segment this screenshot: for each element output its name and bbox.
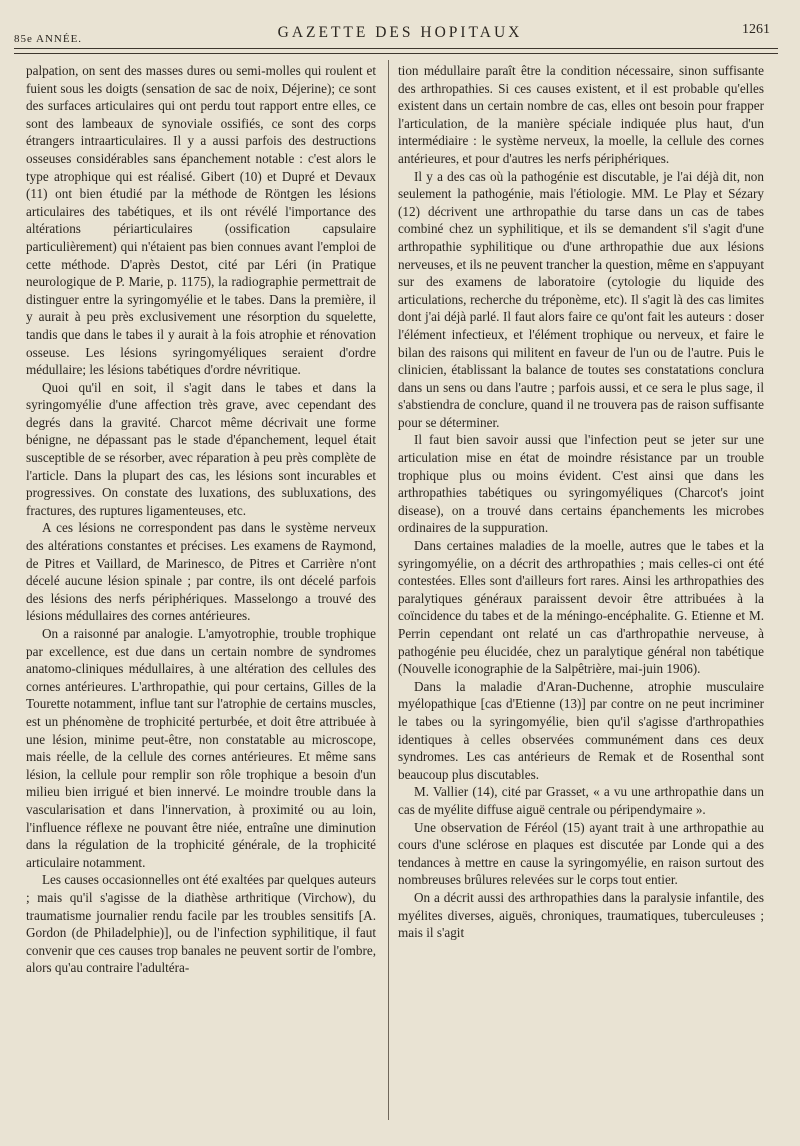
right-column: [398, 62, 764, 1122]
paragraph: Il faut bien savoir aussi que l'infection peut se jeter sur une articulation mise en état de moindre résistance par un trouble trophique plus ou moins évident. C'est ainsi que dans les arthropathies tabétiques ou syringomyéliques (Charcot's joint disease), on a trouvé dans certains épanchements les microbes ordinaires de la suppuration.: [398, 432, 764, 536]
paragraph: Dans la maladie d'Aran-Duchenne, atrophie musculaire myélopathique [cas d'Etienne (13)] par contre on ne peut incriminer le tabes ou la syringomyélie, bien qu'il s'agisse d'arthropathies identiques à celles observées communément dans ces deux syndromes. Les cas antérieurs de Remak et de Rosenthal sont beaucoup plus discutables.: [398, 678, 764, 782]
paragraph: A ces lésions ne correspondent pas dans le système nerveux des altérations constantes et précises. Les examens de Raymond, de Pitres et Vaillard, de Marinesco, de Pitres et Carrière n'ont décelé aucune lésion spinale ; par contre, ils ont décelé parfois des lésions des nerfs périphériques. Masselongo a trouvé des lésions médullaires des cornes antérieures.: [26, 520, 376, 624]
header-rule-top: [14, 48, 778, 49]
paragraph: Les causes occasionnelles ont été exaltées par quelques auteurs ; mais qu'il s'agisse de la diathèse arthritique (Virchow), du traumatisme journalier rendu facile par les troubles sensitifs [A. Gordon (de Philadelphie)], ou de l'infection syphilitique, il faut convenir que ces causes trop banales ne peuvent sortir de l'ombre, alors qu'au contraire l'adultéra-: [26, 872, 376, 976]
paragraph: On a raisonné par analogie. L'amyotrophie, trouble trophique par excellence, est due dans un certain nombre de syndromes anatomo-cliniques médullaires, à une altération des cellules des cornes antérieures. L'arthropathie, qui pour certains, Gilles de la Tourette notamment, influe tant sur l'atrophie de certains muscles, est un phénomène de trophicité perturbée, et doit être attribuée à une lésion, minime peut-être, non constatable au microscope, mais réelle, de la cellule des cornes antérieures. Et même sans lésion, la cellule pour remplir son rôle trophique a besoin d'un milieu bien irrigué et bien innervé. Le moindre trouble dans la vascularisation et dans l'innervation, à proximité ou au loin, l'influence réflexe ne pouvant être niée, entraîne une diminution dans la régulation de la trophicité générale, de la trophicité articulaire notamment.: [26, 626, 376, 870]
paragraph: tion médullaire paraît être la condition nécessaire, sinon suffisante des arthropathies. Si ces causes existent, et il est probable qu'elles existent dans un certain nombre de cas, elles ont besoin pour frapper l'articulation, de la manière spéciale indiquée plus haut, d'un intermédiaire : le système nerveux, la moelle, la cellule des cornes antérieures, et pour d'autres les nerfs périphériques.: [398, 63, 764, 166]
paragraph: Une observation de Féréol (15) ayant trait à une arthropathie au cours d'une sclérose en plaques est discutée par Londe qui a des tendances à mettre en cause la syringomyélie, en raison surtout des nombreuses brûlures relevées sur le corps tout entier.: [398, 819, 764, 888]
paragraph: Dans certaines maladies de la moelle, autres que le tabes et la syringomyélie, on a décrit des arthropathies ; mais celles-ci ont été contestées. Elles sont d'ailleurs fort rares. Ainsi les arthropathies des paralytiques généraux paraissent devoir être attribuées à la coïncidence du tabes et de la méningo-encéphalite. G. Etienne et M. Perrin cependant ont relaté un cas d'arthropathie nerveuse, à pathogénie peu élucidée, chez un paralytique général non tabétique (Nouvelle iconographie de la Salpêtrière, mai-juin 1906).: [398, 538, 764, 677]
page-number: 1261: [742, 22, 770, 37]
left-column: [26, 62, 376, 1122]
year-label: 85e ANNÉE.: [14, 33, 83, 45]
paragraph: palpation, on sent des masses dures ou semi-molles qui roulent et fuient sous les doigts (sensation de sac de noix, Déjerine); ce sont des surfaces articulaires qui ont perdu tout rapport entre elles, ce sont des lambeaux de synoviale ossifiés, ce sont des corps étrangers intraarticulaires. Il y a aussi parfois des destructions osseuses considérables sans épanchement notable : c'est alors le type atrophique qui est réalisé. Gibert (10) et Dupré et Devaux (11) ont bien étudié par la méthode de Röntgen les lésions articulaires des tabétiques, et ils ont révélé l'importance des altérations périarticulaires (ossification capsulaire particulièrement) qui n'étaient pas bien connues avant l'emploi de cette méthode. D'après Destot, cité par Léri (in Pratique neurologique de P. Marie, p. 1175), la radiographie permettrait de distinguer entre la syringomyélie et le tabes. Dans la première, il y aurait à peu près exclusivement une résorption du squelette, tandis que dans le tabes il y aurait à la fois atrophie et rénovation osseuse. Les lésions syringomyéliques seraient d'ordre médullaire; les lésions tabétiques d'ordre névritique.: [26, 63, 376, 378]
paragraph: On a décrit aussi des arthropathies dans la paralysie infantile, des myélites diverses, aiguës, chroniques, traumatiques, tuberculeuses ; mais il s'agit: [398, 889, 764, 941]
column-separator: [388, 60, 389, 1120]
paragraph: M. Vallier (14), cité par Grasset, « a vu une arthropathie dans un cas de myélite diffuse aiguë centrale ou péripendymaire ».: [398, 784, 764, 817]
paragraph: Quoi qu'il en soit, il s'agit dans le tabes et dans la syringomyélie d'une affection très grave, avec cependant des degrés dans la gravité. Charcot même décrivait une forme bénigne, ne dépassant pas le stade d'épanchement, lequel était susceptible de se résorber, avec réparation à peu près complète de l'article. Dans la plupart des cas, les lésions sont incurables et progressives. On constate des luxations, des subluxations, des fractures, des ruptures ligamenteuses, etc.: [26, 379, 376, 518]
journal-title: GAZETTE DES HOPITAUX: [277, 24, 523, 41]
paragraph: Il y a des cas où la pathogénie est discutable, je l'ai déjà dit, non seulement la pathogénie, mais l'étiologie. MM. Le Play et Sézary (12) décrivent une arthropathie du tarse dans un cas de tabes combiné chez un syphilitique, et ils se demandent s'il s'agit d'une arthropathie syphilitique ou d'une arthropathie due aux lésions nerveuses, et ils ne peuvent trancher la question, même en s'appuyant sur des examens de laboratoire (cytologie du liquide des articulations, recherche du tréponème, etc). Il s'agit là des cas limites dont j'ai déjà parlé. Il faut alors faire ce qu'ont fait les auteurs : doser l'élément infectieux, et l'élément trophique ou nerveux, et faire le bilan des raisons qui militent en faveur de l'un ou de l'autre. Puis le clinicien, établissant la balance de toutes ses constatations conclura dans un sens ou dans l'autre ; parfois aussi, et ce sera le plus sage, il s'abstiendra de conclure, quand il ne trouvera pas de raison suffisante pour se déterminer.: [398, 168, 764, 430]
header-rule-bottom: [14, 53, 778, 54]
